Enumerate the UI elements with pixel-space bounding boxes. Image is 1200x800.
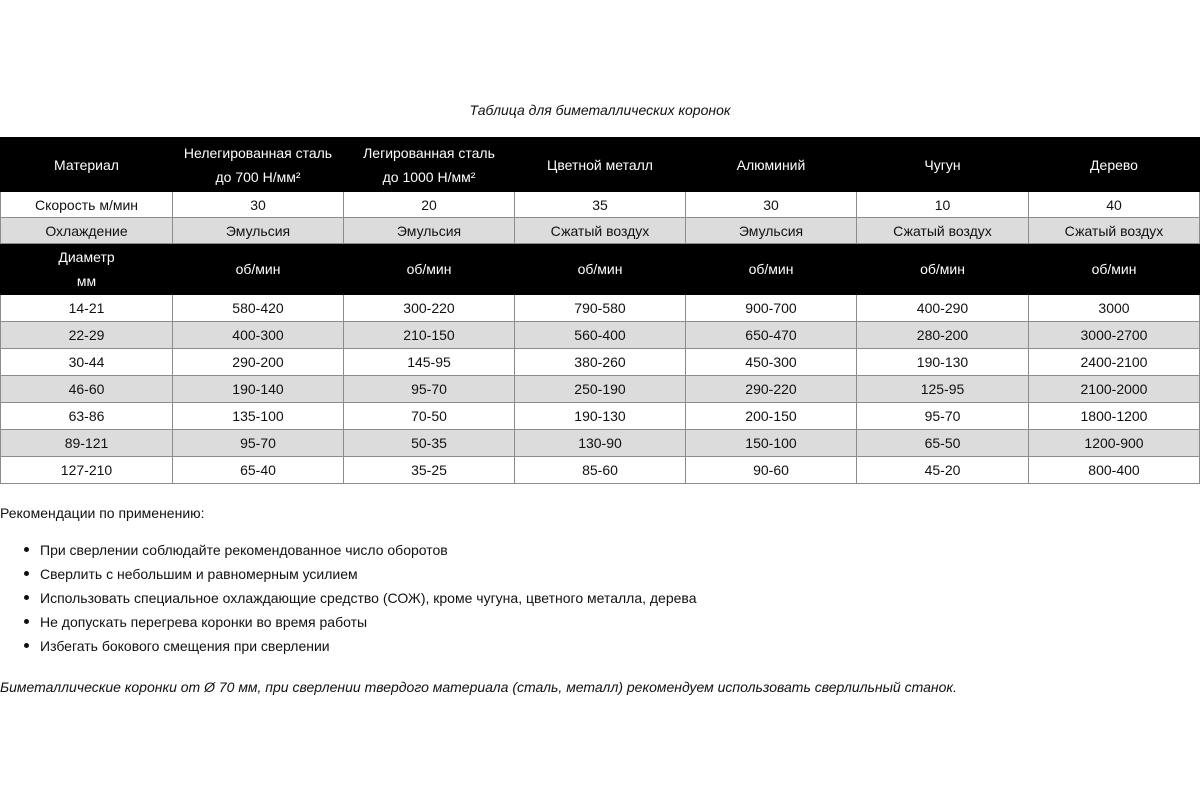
speed-cell: 20	[344, 192, 515, 218]
rpm-cell: 70-50	[344, 403, 515, 430]
rpm-cell: 650-470	[686, 322, 857, 349]
cooling-cell: Сжатый воздух	[857, 218, 1029, 244]
diameter-cell: 30-44	[1, 349, 173, 376]
rpm-cell: 65-50	[857, 430, 1029, 457]
cooling-cell: Сжатый воздух	[1029, 218, 1200, 244]
cooling-cell: Эмульсия	[173, 218, 344, 244]
table-row	[1, 376, 1200, 403]
rpm-header-cell: об/мин	[1029, 244, 1200, 295]
rpm-cell: 95-70	[173, 430, 344, 457]
rpm-cell: 130-90	[515, 430, 686, 457]
usage-note: Биметаллические коронки от Ø 70 мм, при сверлении твердого материала (сталь, металл) рекомендуем использовать сверлильный станок.	[0, 679, 957, 695]
rpm-cell: 50-35	[344, 430, 515, 457]
rpm-cell: 90-60	[686, 457, 857, 484]
rpm-cell: 1800-1200	[1029, 403, 1200, 430]
rpm-header-cell: об/мин	[515, 244, 686, 295]
list-item: Избегать бокового смещения при сверлении	[40, 636, 696, 660]
diameter-label: Диаметр	[58, 249, 115, 265]
table-row	[1, 457, 1200, 484]
rpm-cell: 450-300	[686, 349, 857, 376]
rpm-header-cell: об/мин	[344, 244, 515, 295]
diameter-unit: мм	[76, 273, 97, 289]
rpm-cell: 190-140	[173, 376, 344, 403]
list-item: Не допускать перегрева коронки во время работы	[40, 612, 696, 636]
diameter-header-row	[1, 244, 1200, 295]
material-header-cell: Дерево	[1029, 138, 1200, 192]
rpm-cell: 65-40	[173, 457, 344, 484]
material-name: Нелегированная сталь	[183, 144, 333, 161]
diameter-header-label	[1, 244, 173, 295]
rpm-cell: 800-400	[1029, 457, 1200, 484]
rpm-cell: 85-60	[515, 457, 686, 484]
list-item: Использовать специальное охлаждающие средство (СОЖ), кроме чугуна, цветного металла, дерева	[40, 588, 696, 612]
rpm-header-cell: об/мин	[686, 244, 857, 295]
rpm-cell: 580-420	[173, 295, 344, 322]
material-strength: до 1000 Н/мм²	[382, 168, 476, 185]
rpm-cell: 200-150	[686, 403, 857, 430]
cooling-cell: Сжатый воздух	[515, 218, 686, 244]
material-header-row	[1, 138, 1200, 192]
rpm-cell: 125-95	[857, 376, 1029, 403]
diameter-cell: 22-29	[1, 322, 173, 349]
material-strength: до 700 Н/мм²	[215, 168, 301, 185]
rpm-cell: 190-130	[857, 349, 1029, 376]
speed-cell: 10	[857, 192, 1029, 218]
rpm-cell: 95-70	[344, 376, 515, 403]
rpm-cell: 290-220	[686, 376, 857, 403]
cooling-cell: Эмульсия	[344, 218, 515, 244]
diameter-cell: 63-86	[1, 403, 173, 430]
table-row	[1, 349, 1200, 376]
rpm-cell: 400-290	[857, 295, 1029, 322]
speed-cell: 30	[173, 192, 344, 218]
speed-cell: 40	[1029, 192, 1200, 218]
rpm-cell: 3000	[1029, 295, 1200, 322]
speed-cell: 35	[515, 192, 686, 218]
material-header-label: Материал	[1, 138, 173, 192]
diameter-cell: 46-60	[1, 376, 173, 403]
rpm-cell: 3000-2700	[1029, 322, 1200, 349]
rpm-cell: 2100-2000	[1029, 376, 1200, 403]
rpm-cell: 790-580	[515, 295, 686, 322]
rpm-cell: 560-400	[515, 322, 686, 349]
material-header-cell: Алюминий	[686, 138, 857, 192]
rpm-cell: 210-150	[344, 322, 515, 349]
material-header-cell	[344, 138, 515, 192]
rpm-cell: 2400-2100	[1029, 349, 1200, 376]
cooling-cell: Эмульсия	[686, 218, 857, 244]
rpm-cell: 300-220	[344, 295, 515, 322]
cooling-row	[1, 218, 1200, 244]
rpm-cell: 1200-900	[1029, 430, 1200, 457]
diameter-cell: 127-210	[1, 457, 173, 484]
table-row	[1, 295, 1200, 322]
rpm-cell: 250-190	[515, 376, 686, 403]
rpm-header-cell: об/мин	[173, 244, 344, 295]
speed-row	[1, 192, 1200, 218]
table-row	[1, 322, 1200, 349]
rpm-cell: 190-130	[515, 403, 686, 430]
cooling-label: Охлаждение	[1, 218, 173, 244]
table-row	[1, 430, 1200, 457]
rpm-cell: 290-200	[173, 349, 344, 376]
rpm-cell: 900-700	[686, 295, 857, 322]
rpm-cell: 280-200	[857, 322, 1029, 349]
diameter-cell: 89-121	[1, 430, 173, 457]
speed-cell: 30	[686, 192, 857, 218]
list-item: При сверлении соблюдайте рекомендованное число оборотов	[40, 540, 696, 564]
rpm-cell: 145-95	[344, 349, 515, 376]
rpm-cell: 35-25	[344, 457, 515, 484]
speed-label: Скорость м/мин	[1, 192, 173, 218]
material-header-cell	[173, 138, 344, 192]
rpm-cell: 380-260	[515, 349, 686, 376]
rpm-cell: 150-100	[686, 430, 857, 457]
speed-table	[0, 137, 1200, 484]
diameter-cell: 14-21	[1, 295, 173, 322]
rpm-cell: 95-70	[857, 403, 1029, 430]
rpm-cell: 400-300	[173, 322, 344, 349]
rpm-cell: 45-20	[857, 457, 1029, 484]
material-name: Легированная сталь	[363, 144, 495, 161]
rpm-cell: 135-100	[173, 403, 344, 430]
list-item: Сверлить с небольшим и равномерным усилием	[40, 564, 696, 588]
table-row	[1, 403, 1200, 430]
material-header-cell: Чугун	[857, 138, 1029, 192]
rpm-header-cell: об/мин	[857, 244, 1029, 295]
material-header-cell: Цветной металл	[515, 138, 686, 192]
recommendations-title: Рекомендации по применению:	[0, 505, 205, 521]
recommendations-list	[0, 540, 696, 660]
table-caption: Таблица для биметаллических коронок	[469, 102, 731, 118]
